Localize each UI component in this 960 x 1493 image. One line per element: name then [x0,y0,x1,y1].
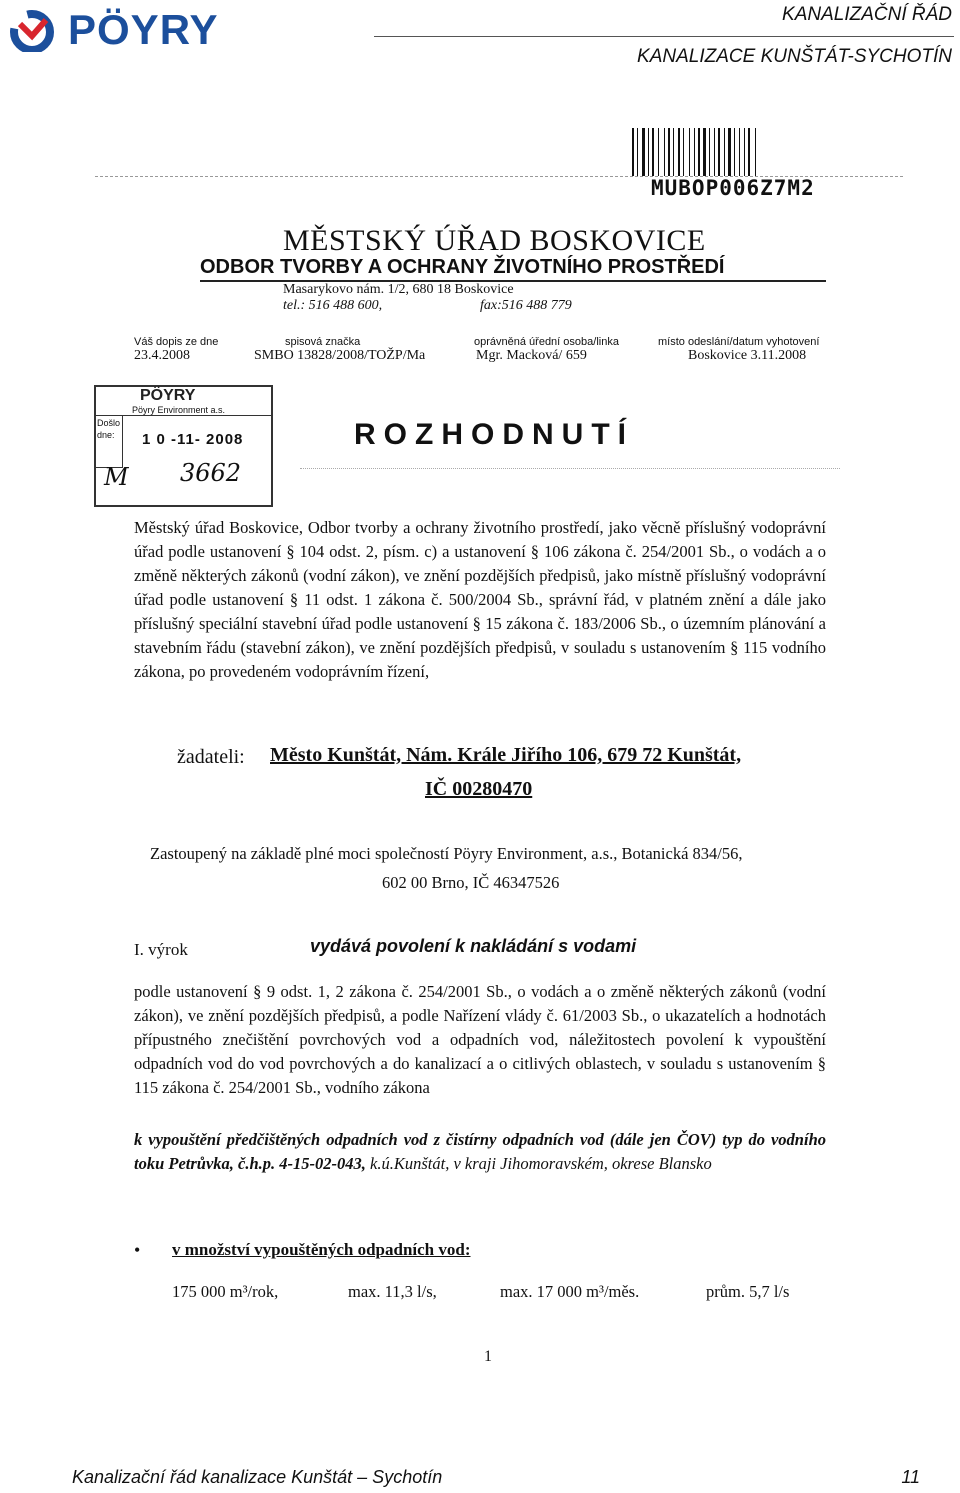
applicant-label: žadateli: [177,746,245,768]
decision-title: ROZHODNUTÍ [354,418,634,451]
office-department: ODBOR TVORBY A OCHRANY ŽIVOTNÍHO PROSTŘEDÍ [200,256,725,278]
office-address: Masarykovo nám. 1/2, 680 18 Boskovice [283,282,514,297]
logo-wordmark: PÖYRY [68,6,219,53]
amount-max-rate: max. 11,3 l/s, [348,1282,437,1301]
meta-label-place-date: místo odeslání/datum vyhotovení [658,336,820,348]
barcode-icon [632,128,834,176]
meta-value-file-ref: SMBO 13828/2008/TOŽP/Ma [254,348,426,363]
verdict-text: vydává povolení k nakládání s vodami [310,936,637,956]
scan-page-number: 1 [484,1348,492,1365]
stamp-company: Pöyry Environment a.s. [132,405,226,415]
verdict-number: I. výrok [134,940,188,959]
legal-basis-paragraph: podle ustanovení § 9 odst. 1, 2 zákona č. 254/2001 Sb., o vodách a o změně některých zákonů (vodní zákon), ve znění pozdějších předpisů, a podle Nařízení vlády č. 61/2003 Sb., o ukazatelích a hodnotách přípustného znečištění povrchových vod a odpadních vod, náležitostech povolení k vypouštění odpadních vod do vod povrchových a do kanalizací a o citlivých oblastech, v souladu s ustanovením § 115 zákona č. 254/2001 Sb., vodního zákona [134,982,826,1097]
amount-average-rate: prům. 5,7 l/s [706,1282,790,1301]
discharge-paragraph [134,1128,826,1176]
discharge-emphasis: k vypouštění předčištěných odpadních vod z čistírny odpadních vod (dále jen ČOV) typ do vodního toku Petrůvka, č.h.p. 4-15-02-043, [134,1130,826,1173]
meta-value-official: Mgr. Macková/ 659 [476,348,587,363]
office-name: MĚSTSKÝ ÚŘAD BOSKOVICE [283,224,706,257]
representative-line-1: Zastoupený na základě plné moci společností Pöyry Environment, a.s., Botanická 834/56, [150,844,743,863]
stamp-logo: PÖYRY [140,387,196,404]
representative-line-2: 602 00 Brno, IČ 46347526 [382,873,560,892]
footer-page-number: 11 [901,1467,920,1487]
decision-dotted-line [300,468,840,469]
stamp-handwritten-number: 3662 [180,459,242,487]
meta-label-letter-date: Váš dopis ze dne [134,336,219,348]
office-phone: tel.: 516 488 600, [283,298,383,313]
office-fax: fax:516 488 779 [480,298,572,313]
document-title: KANALIZAČNÍ ŘÁD [782,4,952,25]
discharge-location: k.ú.Kunštát, v kraji Jihomoravském, okrese Blansko [365,1154,712,1173]
applicant-name: Město Kunštát, Nám. Krále Jiřího 106, 679 72 Kunštát, [270,744,742,766]
meta-value-letter-date: 23.4.2008 [134,348,190,363]
footer-title: Kanalizační řád kanalizace Kunštát – Sychotín [72,1467,443,1487]
amount-yearly: 175 000 m³/rok, [172,1282,279,1301]
amount-heading: v množství vypouštěných odpadních vod: [172,1240,471,1259]
received-stamp [94,385,273,507]
bullet-icon: • [134,1240,141,1260]
meta-label-official: oprávněná úřední osoba/linka [474,336,619,348]
applicant-ic: IČ 00280470 [425,778,533,800]
intro-paragraph: Městský úřad Boskovice, Odbor tvorby a ochrany životního prostředí, jako věcně příslušný vodoprávní úřad podle ustanovení § 104 odst. 2, písm. c) a ustanovení § 106 zákona č. 254/2001 Sb., o vodách a o změně některých zákonů (vodní zákon), ve znění pozdějších předpisů, jako místně příslušný vodoprávní úřad podle ustanovení § 11 odst. 1 zákona č. 500/2004 Sb., správní řád, v platném znění a dále jako příslušný speciální stavební úřad podle ustanovení § 15 zákona č. 183/2006 Sb., o územním plánování a stavebním řádu (stavební zákon), ve znění pozdějších předpisů, v souladu s ustanovením § 115 vodního zákona, po provedeném vodoprávním řízení, [134,518,826,681]
barcode-text: MUBOP006Z7M2 [651,176,815,200]
stamp-date: 1 0 -11- 2008 [142,431,244,448]
stamp-handwritten-initials: M [104,463,129,491]
document-subtitle: KANALIZACE KUNŠTÁT-SYCHOTÍN [637,46,952,67]
amount-max-monthly: max. 17 000 m³/měs. [500,1282,640,1301]
meta-value-place-date: Boskovice 3.11.2008 [688,348,807,363]
stamp-received-label: Došlo dne: [97,418,121,440]
meta-label-file-ref: spisová značka [285,336,361,348]
header-divider [374,36,954,37]
